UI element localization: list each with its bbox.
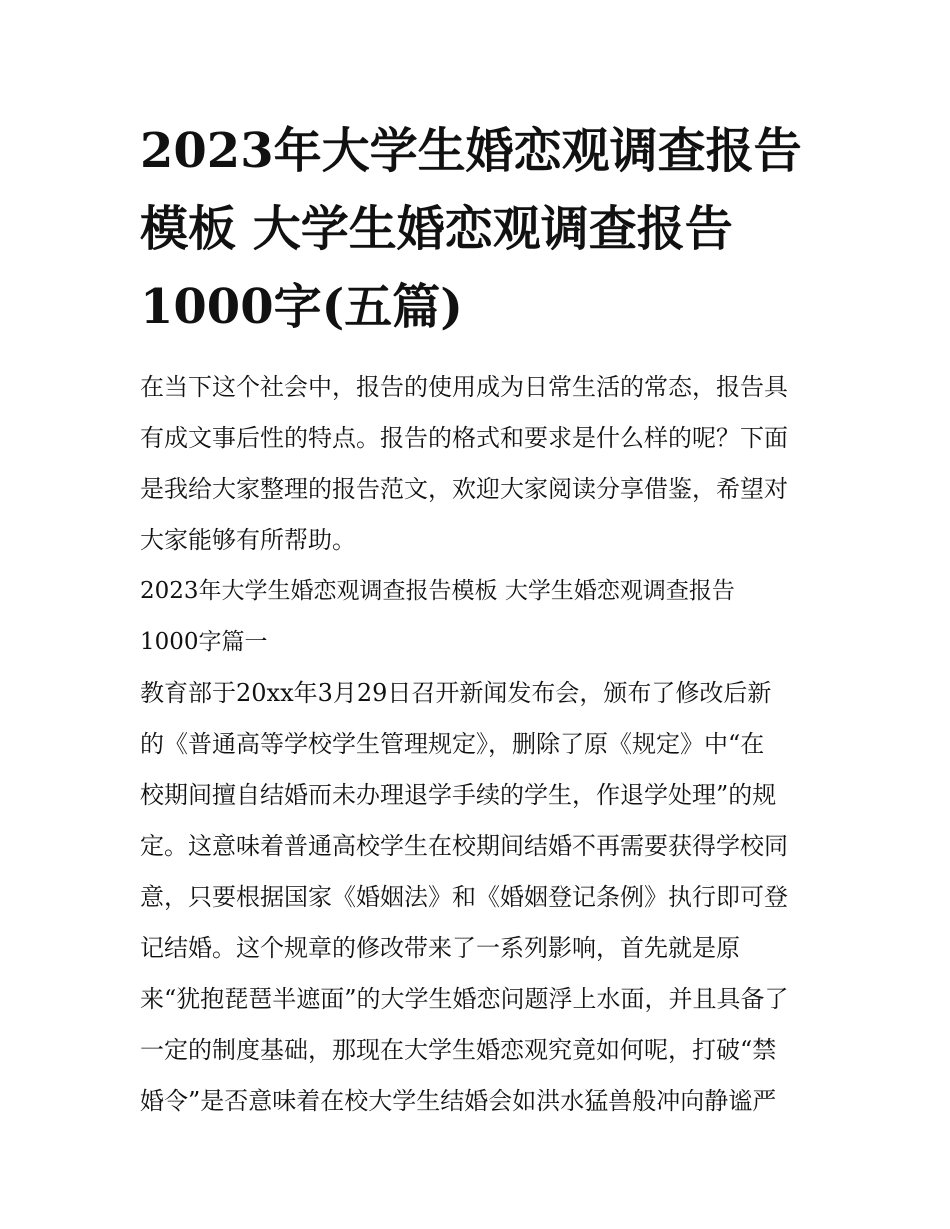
title-line: 模板 大学生婚恋观调查报告	[140, 201, 733, 257]
section-body-paragraph	[140, 668, 812, 1127]
paragraph-line: 婚令”是否意味着在校大学生结婚会如洪水猛兽般冲向静谧严	[140, 1087, 777, 1115]
paragraph-line: 一定的制度基础，那现在大学生婚恋观究竟如何呢，打破“禁	[140, 1036, 777, 1064]
intro-paragraph	[140, 362, 812, 566]
paragraph-line: 教育部于20xx年3月29日召开新闻发布会，颁布了修改后新	[140, 679, 772, 707]
section-heading-line: 2023年大学生婚恋观调查报告模板 大学生婚恋观调查报告	[140, 578, 735, 604]
title-line: 1000字(五篇)	[140, 279, 464, 335]
paragraph-line: 在当下这个社会中，报告的使用成为日常生活的常态，报告具	[140, 373, 788, 401]
document-title	[140, 112, 812, 346]
paragraph-line: 是我给大家整理的报告范文，欢迎大家阅读分享借鉴，希望对	[140, 475, 788, 503]
paragraph-line: 的《普通高等学校学生管理规定》，删除了原《规定》中“在	[140, 730, 765, 758]
document-content	[140, 112, 812, 1127]
paragraph-line: 来“犹抱琵琶半遮面”的大学生婚恋问题浮上水面，并且具备了	[140, 985, 789, 1013]
section-heading	[140, 566, 812, 668]
section-heading-line: 1000字篇一	[140, 629, 268, 655]
paragraph-line: 校期间擅自结婚而未办理退学手续的学生，作退学处理”的规	[140, 781, 777, 809]
paragraph-line: 大家能够有所帮助。	[140, 526, 356, 554]
paragraph-line: 有成文事后性的特点。报告的格式和要求是什么样的呢？下面	[140, 424, 788, 452]
paragraph-line: 记结婚。这个规章的修改带来了一系列影响，首先就是原	[140, 934, 740, 962]
paragraph-line: 意，只要根据国家《婚姻法》和《婚姻登记条例》执行即可登	[140, 883, 788, 911]
title-line: 2023年大学生婚恋观调查报告	[140, 123, 802, 179]
paragraph-line: 定。这意味着普通高校学生在校期间结婚不再需要获得学校同	[140, 832, 788, 860]
